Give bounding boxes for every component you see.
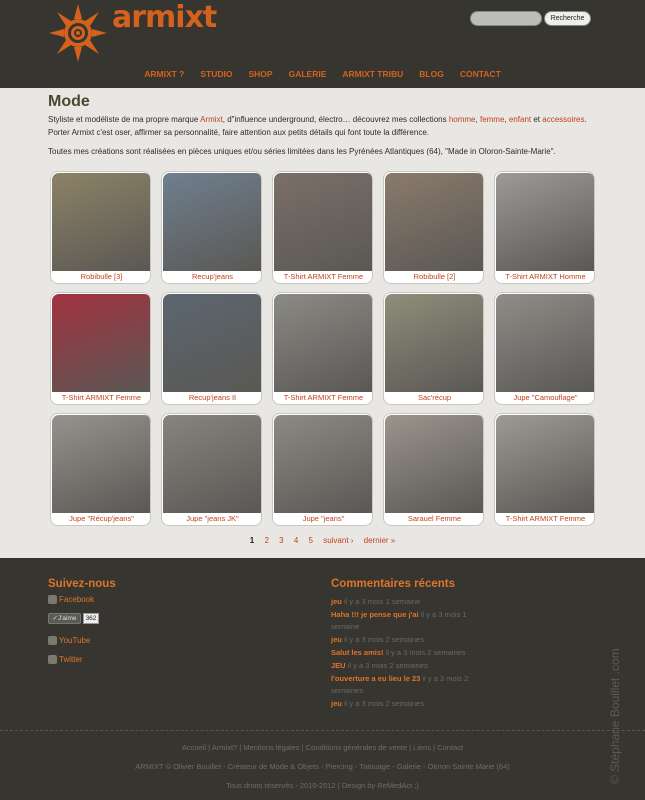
page-current: 1 xyxy=(249,536,255,545)
product-card[interactable] xyxy=(161,413,262,526)
link-accessoires[interactable]: accessoires xyxy=(542,115,585,124)
product-caption[interactable]: Sac'récup xyxy=(417,393,452,402)
product-caption[interactable]: Sarauel Femme xyxy=(407,514,462,523)
page-link[interactable]: 2 xyxy=(264,536,269,545)
product-caption[interactable]: Jupe "Récup'jeans" xyxy=(69,514,134,523)
product-card[interactable] xyxy=(161,171,262,284)
comment-meta: il y a 3 mois 2 semaines xyxy=(343,699,424,708)
product-photo[interactable] xyxy=(52,415,151,513)
product-photo[interactable] xyxy=(385,294,484,392)
facebook-label: Facebook xyxy=(59,595,95,604)
search-button[interactable]: Recherche xyxy=(544,11,591,26)
like-widget xyxy=(48,612,99,624)
nav-shop[interactable]: SHOP xyxy=(248,69,273,79)
product-photo[interactable] xyxy=(274,173,373,271)
comment-item xyxy=(331,698,471,710)
footer-links[interactable]: Accueil | Armixt? | Mentions légales | Conditions générales de vente | Liens | Contact xyxy=(181,743,464,752)
nav-studio[interactable]: STUDIO xyxy=(200,69,233,79)
product-caption[interactable]: T-Shirt ARMIXT Femme xyxy=(283,393,364,402)
comment-item xyxy=(331,609,471,633)
like-count: 362 xyxy=(83,613,99,624)
page-link[interactable]: 4 xyxy=(293,536,299,545)
footer-divider xyxy=(0,730,645,731)
comment-title[interactable]: JEU xyxy=(331,661,346,670)
product-card[interactable] xyxy=(50,171,151,284)
facebook-link[interactable] xyxy=(48,595,94,604)
product-card[interactable] xyxy=(494,171,595,284)
comments-title: Commentaires récents xyxy=(331,578,455,590)
link-homme[interactable]: homme xyxy=(448,115,476,124)
page-link[interactable]: 3 xyxy=(279,536,284,545)
comment-title[interactable]: l'ouverture a eu lieu le 23 xyxy=(331,674,421,683)
product-photo[interactable] xyxy=(496,173,595,271)
nav-armixt-tribu[interactable]: ARMIXT TRIBU xyxy=(342,69,404,79)
intro-text-2: Porter Armixt c'est oser, affirmer sa personnalité, faire attention aux petits détails qui font toute la différence. xyxy=(48,127,429,137)
product-card[interactable] xyxy=(50,413,151,526)
footer-copyright: ARMIXT © Olivier Bouillet - Créateur de Mode & Objets - Piercing - Tatouage - Galerie - Oloron Sainte Marie (64) xyxy=(135,762,510,771)
youtube-link[interactable] xyxy=(48,636,90,645)
product-photo[interactable] xyxy=(385,415,484,513)
product-card[interactable] xyxy=(272,292,373,405)
intro-text: , d"influence underground, électro… découvrez mes collections xyxy=(222,115,449,124)
nav-galerie[interactable]: GALERIE xyxy=(288,69,327,79)
facebook-icon xyxy=(48,595,57,604)
last-page-link[interactable]: dernier » xyxy=(363,536,396,545)
intro-text: et xyxy=(531,115,543,124)
main-content xyxy=(0,88,645,558)
twitter-icon xyxy=(48,655,57,664)
product-photo[interactable] xyxy=(163,415,262,513)
product-card[interactable] xyxy=(383,292,484,405)
twitter-label: Twitter xyxy=(59,655,83,664)
product-card[interactable] xyxy=(272,413,373,526)
product-caption[interactable]: T-Shirt ARMIXT Homme xyxy=(505,272,586,281)
product-photo[interactable] xyxy=(385,173,484,271)
search-input[interactable] xyxy=(470,11,542,26)
comment-item xyxy=(331,673,471,697)
product-caption[interactable]: Robibulle [2] xyxy=(413,272,456,281)
product-card[interactable] xyxy=(383,413,484,526)
comment-title[interactable]: Salut les amis! xyxy=(331,648,384,657)
product-caption[interactable]: Robibulle [3] xyxy=(80,272,123,281)
footer-rights: Tous droits réservés - 2010-2012 | Design by ReMedAct ;) xyxy=(226,781,419,790)
intro-text: Styliste et modéliste de ma propre marque xyxy=(48,115,201,124)
nav-blog[interactable]: BLOG xyxy=(419,69,444,79)
product-photo[interactable] xyxy=(52,294,151,392)
comment-meta: il y a 3 mois 2 semaines xyxy=(385,648,466,657)
product-photo[interactable] xyxy=(163,294,262,392)
product-caption[interactable]: T-Shirt ARMIXT Femme xyxy=(61,393,142,402)
logo-wordmark[interactable]: armixt xyxy=(112,0,217,35)
product-card[interactable] xyxy=(494,292,595,405)
product-card[interactable] xyxy=(383,171,484,284)
comment-meta: il y a 3 mois 2 semaines xyxy=(331,674,469,695)
youtube-icon xyxy=(48,636,57,645)
product-card[interactable] xyxy=(494,413,595,526)
product-caption[interactable]: Jupe "Camouflage" xyxy=(513,393,578,402)
product-photo[interactable] xyxy=(52,173,151,271)
intro-text: . xyxy=(584,115,587,124)
product-caption[interactable]: T-Shirt ARMIXT Femme xyxy=(283,272,364,281)
comment-item xyxy=(331,596,471,608)
site-header xyxy=(0,0,645,88)
product-caption[interactable]: Recup'jeans II xyxy=(188,393,237,402)
like-button[interactable]: ✓J'aime xyxy=(48,613,81,624)
comment-meta: il y a 3 mois 2 semaines xyxy=(343,635,424,644)
link-femme[interactable]: femme xyxy=(479,115,505,124)
product-caption[interactable]: Recup'jeans xyxy=(191,272,234,281)
product-photo[interactable] xyxy=(496,415,595,513)
comment-title[interactable]: jeu xyxy=(331,597,342,606)
product-photo[interactable] xyxy=(274,415,373,513)
product-caption[interactable]: T-Shirt ARMIXT Femme xyxy=(505,514,586,523)
pagination xyxy=(0,536,645,545)
product-caption[interactable]: Jupe "jeans JK" xyxy=(186,514,239,523)
comment-item xyxy=(331,647,471,659)
intro-text: , xyxy=(504,115,509,124)
product-card[interactable] xyxy=(50,292,151,405)
follow-title: Suivez-nous xyxy=(48,578,116,590)
main-nav xyxy=(0,67,645,83)
link-armixt[interactable]: Armixt xyxy=(200,115,223,124)
intro-paragraph xyxy=(48,114,608,139)
product-card[interactable] xyxy=(161,292,262,405)
photographer-watermark: © Stéphane Bouillet .com xyxy=(608,648,622,784)
comment-title[interactable]: Haha !!! je pense que j'ai xyxy=(331,610,419,619)
intro-text: , xyxy=(475,115,480,124)
made-in-paragraph: Toutes mes créations sont réalisées en pièces uniques et/ou séries limitées dans les Pyrénées Atlantiques (64), "Made in Oloron-Sainte-Marie". xyxy=(48,147,556,156)
comment-title[interactable]: jeu xyxy=(331,699,342,708)
nav-contact[interactable]: CONTACT xyxy=(459,69,501,79)
product-photo[interactable] xyxy=(163,173,262,271)
twitter-link[interactable] xyxy=(48,655,83,664)
product-caption[interactable]: Jupe "jeans" xyxy=(302,514,345,523)
link-enfant[interactable]: enfant xyxy=(508,115,532,124)
comment-meta: il y a 3 mois 2 semaines xyxy=(347,661,428,670)
nav-armixt[interactable]: ARMIXT ? xyxy=(144,69,185,79)
comment-item xyxy=(331,634,471,646)
youtube-label: YouTube xyxy=(59,636,91,645)
next-page-link[interactable]: suivant › xyxy=(323,536,354,545)
product-photo[interactable] xyxy=(274,294,373,392)
site-footer xyxy=(0,558,645,800)
product-photo[interactable] xyxy=(496,294,595,392)
page-link[interactable]: 5 xyxy=(308,536,313,545)
page-title: Mode xyxy=(48,93,90,110)
comment-meta: il y a 3 mois 1 semaine xyxy=(331,610,467,631)
comment-meta: il y a 3 mois 1 semaine xyxy=(343,597,421,606)
comment-title[interactable]: jeu xyxy=(331,635,342,644)
comment-item xyxy=(331,660,471,672)
product-card[interactable] xyxy=(272,171,373,284)
